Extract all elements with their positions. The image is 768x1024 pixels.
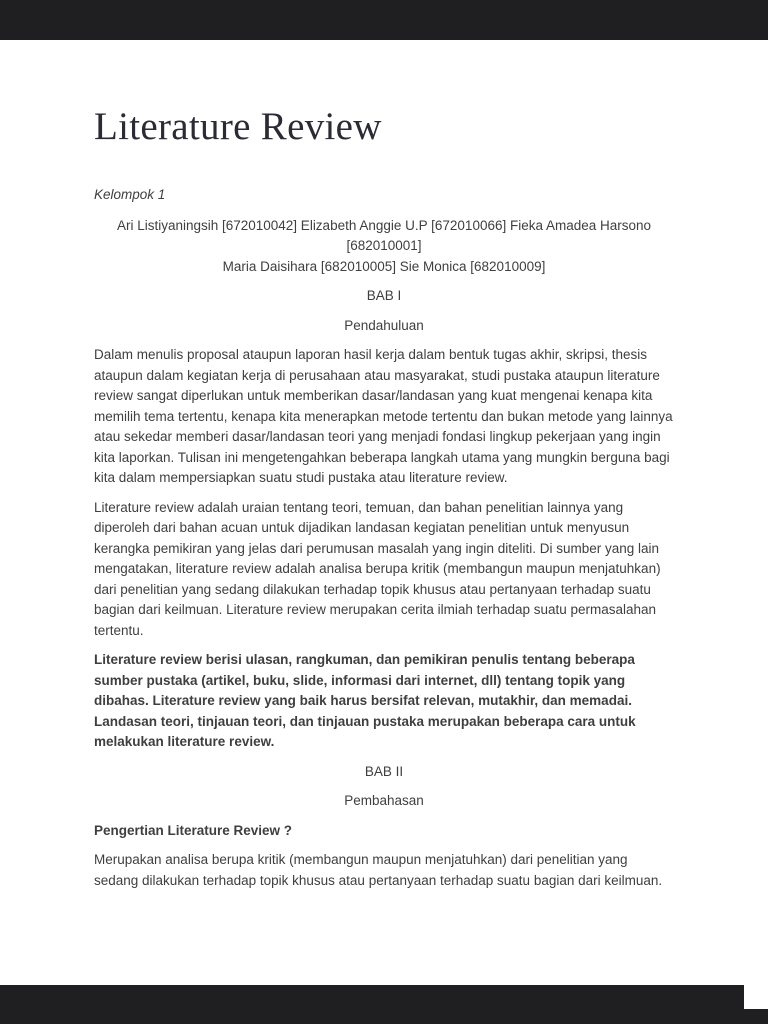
- chapter2-subheading: Pembahasan: [344, 793, 424, 808]
- scrollbar-track[interactable]: [744, 40, 768, 1009]
- group-label: Kelompok 1: [94, 187, 166, 202]
- author-block: [94, 216, 674, 278]
- author-line: [682010001]: [346, 238, 422, 253]
- chapter2-heading: BAB II: [364, 763, 404, 779]
- document-title: Literature Review: [94, 105, 382, 148]
- viewer-top-bar: [0, 0, 768, 40]
- chapter1-heading: BAB I: [366, 288, 402, 303]
- document-page: [0, 40, 768, 985]
- chapter2-paragraph-1: Merupakan analisa berupa kritik (membangun maupun menjatuhkan) dari penelitian yang sedang dilakukan terhadap topik khusus atau pertanyaan terhadap suatu bagian dari keilmuan.: [94, 852, 663, 888]
- chapter2-section-title: Pengertian Literature Review ?: [94, 822, 293, 838]
- chapter1-bold-paragraph: Literature review berisi ulasan, rangkuman, dan pemikiran penulis tentang beberapa sumber pustaka (artikel, buku, slide, informasi dari internet, dll) tentang topik yang dibahas. Literature review yang baik harus bersifat relevan, mutakhir, dan memadai. Landasan teori, tinjauan teori, dan tinjauan pustaka merupakan beberapa cara untuk melakukan literature review.: [94, 652, 636, 749]
- chapter1-paragraph-1: Dalam menulis proposal ataupun laporan hasil kerja dalam bentuk tugas akhir, skripsi, thesis ataupun dalam kegiatan kerja di perusahaan atau masyarakat, studi pustaka ataupun literature review sangat diperlukan untuk memberikan dasar/landasan yang kuat mengenai kenapa kita memilih tema tertentu, kenapa kita menerapkan metode tertentu dan bukan metode yang lainnya atau sekedar memberi dasar/landasan teori yang menjadi fondasi lingkup pekerjaan yang ingin kita laporkan. Tulisan ini mengetengahkan beberapa langkah utama yang mungkin berguna bagi kita dalam mempersiapkan suatu studi pustaka atau literature review.: [94, 347, 673, 485]
- viewer-bottom-bar: [0, 985, 768, 1024]
- author-line: Maria Daisihara [682010005] Sie Monica [682010009]: [222, 258, 546, 274]
- chapter1-paragraph-2: Literature review adalah uraian tentang teori, temuan, dan bahan penelitian lainnya yang diperoleh dari bahan acuan untuk dijadikan landasan kegiatan penelitian untuk menyusun kerangka pemikiran yang jelas dari perumusan masalah yang ingin diteliti. Di sumber yang lain mengatakan, literature review adalah analisa berupa kritik (membangun maupun menjatuhkan) dari penelitian yang sedang dilakukan terhadap topik khusus atau pertanyaan terhadap suatu bagian dari keilmuan. Literature review merupakan cerita ilmiah terhadap suatu permasalahan tertentu.: [94, 499, 661, 638]
- author-line: Ari Listiyaningsih [672010042] Elizabeth Anggie U.P [672010066] Fieka Amadea Harsono: [116, 217, 652, 233]
- chapter1-subheading: Pendahuluan: [344, 317, 424, 333]
